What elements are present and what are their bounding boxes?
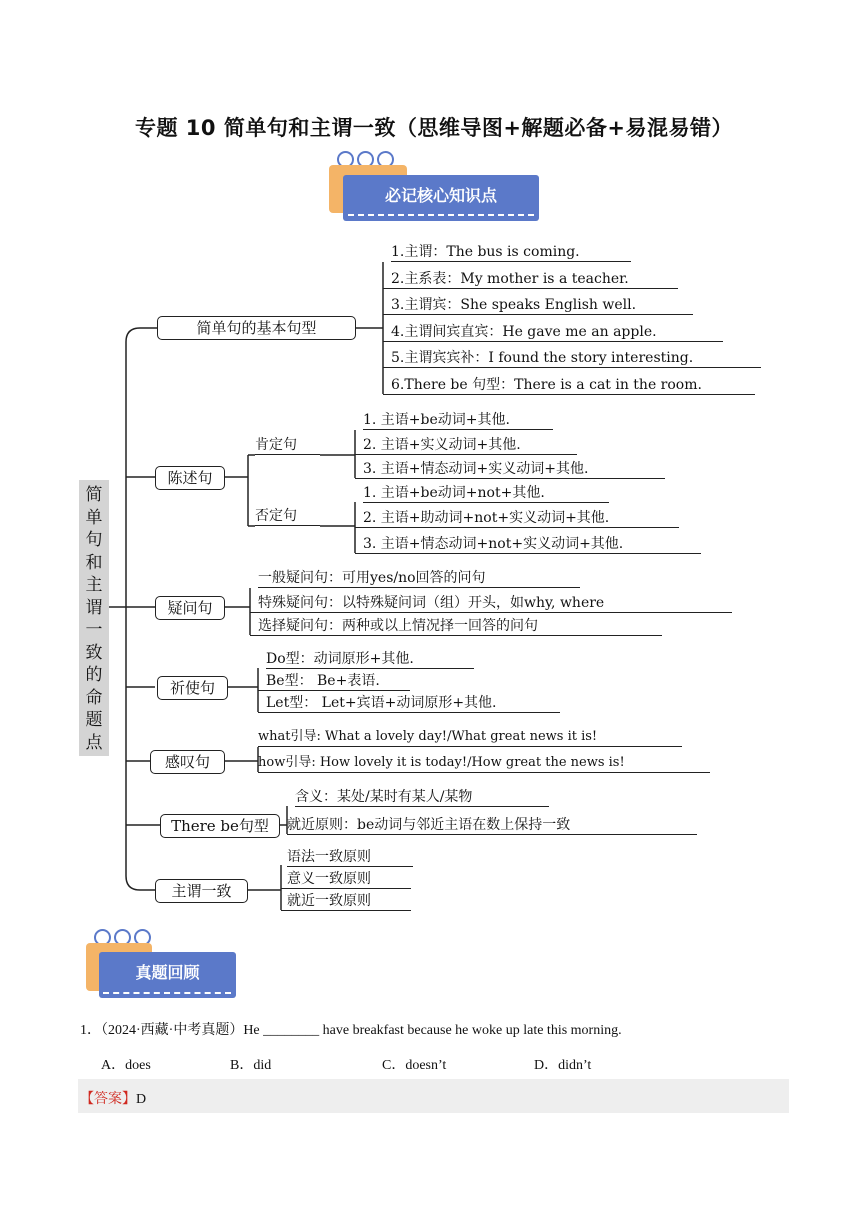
section-title: 必记核心知识点 [384, 186, 497, 205]
page-title: 专题 10 简单句和主谓一致（思维导图+解题必备+易混易错） [134, 116, 734, 140]
leaf-therebe-1: 含义：某处/某时有某人/某物 [295, 788, 549, 807]
option-a: A．does [101, 1058, 151, 1073]
root-char: 的 [85, 665, 103, 685]
root-char: 简 [85, 485, 103, 505]
leaf-basic-6: 6.There be 句型：There is a cat in the room. [383, 376, 755, 395]
leaf-interrogative-3: 选择疑问句：两种或以上情况择一回答的问句 [250, 617, 662, 636]
node-label: There be句型 [171, 817, 269, 835]
leaf-imperative-2: Be型： Be+表语. [258, 672, 410, 691]
leaf-negative-2: 2. 主语+助动词+not+实义动词+其他. [355, 509, 679, 528]
answer-box [78, 1079, 789, 1113]
answer-line [80, 1088, 146, 1108]
answer-label: 【答案】 [80, 1092, 136, 1107]
node-basic-patterns [157, 316, 356, 340]
leaf-positive-1: 1. 主语+be动词+其他. [363, 411, 553, 430]
node-there-be [160, 814, 280, 838]
leaf-imperative-1: Do型：动词原形+其他. [266, 650, 474, 669]
root-char: 命 [85, 687, 103, 708]
node-label: 陈述句 [167, 469, 213, 487]
root-char: 谓 [85, 597, 103, 618]
leaf-agreement-1: 语法一致原则 [287, 848, 413, 867]
leaf-basic-3: 3.主谓宾：She speaks English well. [383, 296, 693, 315]
node-label: 简单句的基本句型 [196, 319, 317, 337]
node-label: 感叹句 [164, 753, 210, 771]
root-char: 致 [85, 642, 103, 663]
root-char: 主 [85, 575, 103, 595]
option-c: C．doesn’t [382, 1058, 447, 1073]
leaf-basic-5: 5.主谓宾宾补：I found the story interesting. [383, 349, 761, 368]
node-declarative [155, 466, 225, 490]
leaf-basic-4: 4.主谓间宾直宾：He gave me an apple. [383, 323, 723, 342]
option-d: D．didn’t [534, 1058, 592, 1073]
leaf-positive-2: 2. 主语+实义动词+其他. [355, 436, 577, 455]
subnode-positive: 肯定句 [255, 436, 320, 455]
root-char: 一 [85, 620, 103, 640]
leaf-interrogative-1: 一般疑问句：可用yes/no回答的问句 [258, 569, 580, 588]
root-char: 点 [85, 732, 103, 753]
question-text: 1．（2024·西藏·中考真题）He ________ have breakfast because he woke up late this morning. [80, 1023, 622, 1038]
option-b: B．did [230, 1058, 272, 1073]
leaf-negative-1: 1. 主语+be动词+not+其他. [363, 484, 609, 503]
node-interrogative [155, 596, 225, 620]
leaf-agreement-3: 就近一致原则 [281, 892, 411, 911]
root-char: 题 [85, 710, 103, 730]
node-label: 祈使句 [169, 679, 215, 697]
node-imperative [157, 676, 228, 700]
leaf-exclamatory-2: how引导: How lovely it is today!/How great the news is! [258, 754, 710, 773]
node-agreement [155, 879, 248, 903]
root-char: 句 [85, 530, 103, 550]
leaf-therebe-2: 就近原则：be动词与邻近主语在数上保持一致 [287, 816, 697, 835]
node-exclamatory [150, 750, 225, 774]
leaf-exclamatory-1: what引导: What a lovely day!/What great news it is! [258, 728, 682, 747]
leaf-basic-2: 2.主系表：My mother is a teacher. [383, 270, 678, 289]
node-label: 疑问句 [167, 599, 213, 617]
leaf-negative-3: 3. 主语+情态动词+not+实义动词+其他. [355, 535, 701, 554]
banner-divider [103, 992, 231, 994]
answer-value: D [136, 1092, 147, 1107]
mindmap-root [79, 480, 109, 756]
leaf-imperative-3: Let型： Let+宾语+动词原形+其他. [258, 694, 560, 713]
section-title: 真题回顾 [135, 963, 200, 982]
root-char: 单 [85, 507, 103, 528]
leaf-agreement-2: 意义一致原则 [281, 870, 411, 889]
root-char: 和 [85, 552, 103, 573]
leaf-positive-3: 3. 主语+情态动词+实义动词+其他. [355, 460, 665, 479]
leaf-basic-1: 1.主谓：The bus is coming. [391, 243, 631, 262]
leaf-interrogative-2: 特殊疑问句：以特殊疑问词（组）开头，如why, where [250, 594, 732, 613]
node-label: 主谓一致 [171, 882, 232, 900]
subnode-negative: 否定句 [255, 507, 320, 526]
